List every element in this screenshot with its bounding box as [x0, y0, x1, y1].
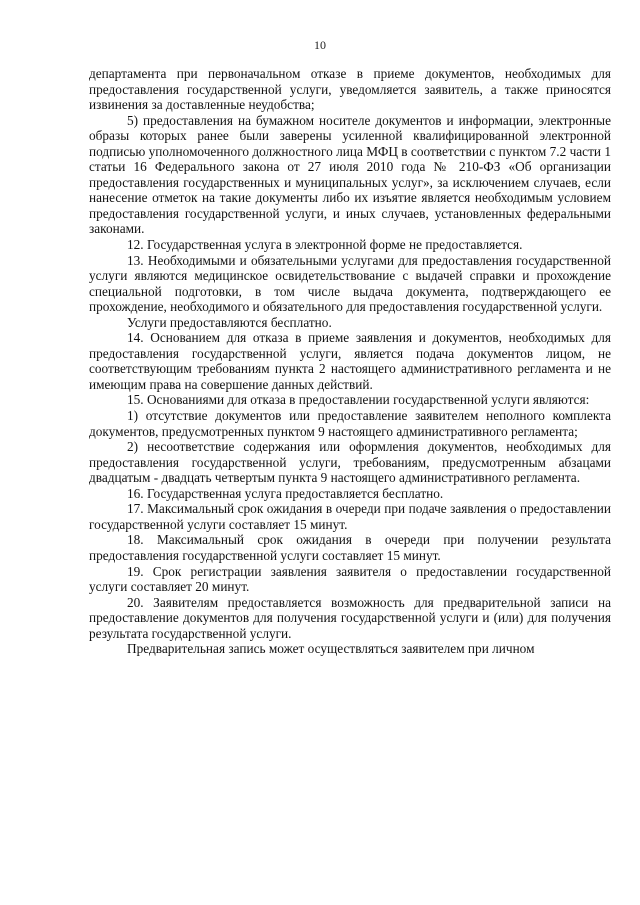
paragraph-continuation: департамента при первоначальном отказе в приеме документов, необходимых для предоставления государственной услуги, уведомляется заявитель, а также приносятся извинения за доставленные неудобства;	[89, 66, 611, 113]
paragraph-services-free: Услуги предоставляются бесплатно.	[127, 314, 332, 330]
paragraph-20: 20. Заявителям предоставляется возможность для предварительной записи на предоставление документов для получения государственной услуги и (или) для получения результата государственной услуги.	[89, 594, 611, 641]
document-body	[89, 66, 611, 657]
paragraph-17: 17. Максимальный срок ожидания в очереди при подаче заявления о предоставлении государственной услуги составляет 15 минут.	[89, 501, 611, 532]
paragraph-12: 12. Государственная услуга в электронной форме не предоставляется.	[127, 237, 523, 253]
paragraph-16: 16. Государственная услуга предоставляется бесплатно.	[127, 485, 444, 501]
paragraph-15-item-1: 1) отсутствие документов или предоставление заявителем неполного комплекта документов, предусмотренных пунктом 9 настоящего административного регламента;	[89, 408, 611, 439]
paragraph-14: 14. Основанием для отказа в приеме заявления и документов, необходимых для предоставления государственной услуги, является подача документов лицом, не соответствующим требованиям пункта 2 настоящего административного регламента и не имеющим права на совершение данных действий.	[89, 330, 611, 392]
paragraph-15-item-2: 2) несоответствие содержания или оформления документов, необходимых для предоставления государственной услуги, требованиям, предусмотренным абзацами двадцатым - двадцать четвертым пункта 9 настоящего административного регламента.	[89, 439, 611, 486]
paragraph-18: 18. Максимальный срок ожидания в очереди при получении результата предоставления государственной услуги составляет 15 минут.	[89, 532, 611, 563]
paragraph-preregistration: Предварительная запись может осуществляться заявителем при личном	[127, 641, 535, 657]
page-number: 10	[314, 38, 326, 52]
paragraph-19: 19. Срок регистрации заявления заявителя о предоставлении государственной услуги составляет 20 минут.	[89, 563, 611, 595]
paragraph-item-5: 5) предоставления на бумажном носителе документов и информации, электронные образы которых ранее были заверены усиленной квалифицированной электронной подписью уполномоченного должностного лица МФЦ в соответствии с пунктом 7.2 части 1 статьи 16 Федерального закона от 27 июля 2010 года № 210-ФЗ «Об организации предоставления государственных и муниципальных услуг», за исключением случаев, если нанесение отметок на такие документы либо их изъятие является необходимым условием предоставления государственной услуги, и иных случаев, установленных федеральными законами.	[89, 112, 611, 237]
paragraph-15: 15. Основаниями для отказа в предоставлении государственной услуги являются:	[127, 392, 590, 408]
paragraph-13: 13. Необходимыми и обязательными услугами для предоставления государственной услуги являются медицинское освидетельствование с выдачей справки и прохождение специальной подготовки, в том числе выдача документа, подтверждающего ее прохождение, необходимого и обязательного для предоставления государственной услуги.	[89, 252, 611, 315]
